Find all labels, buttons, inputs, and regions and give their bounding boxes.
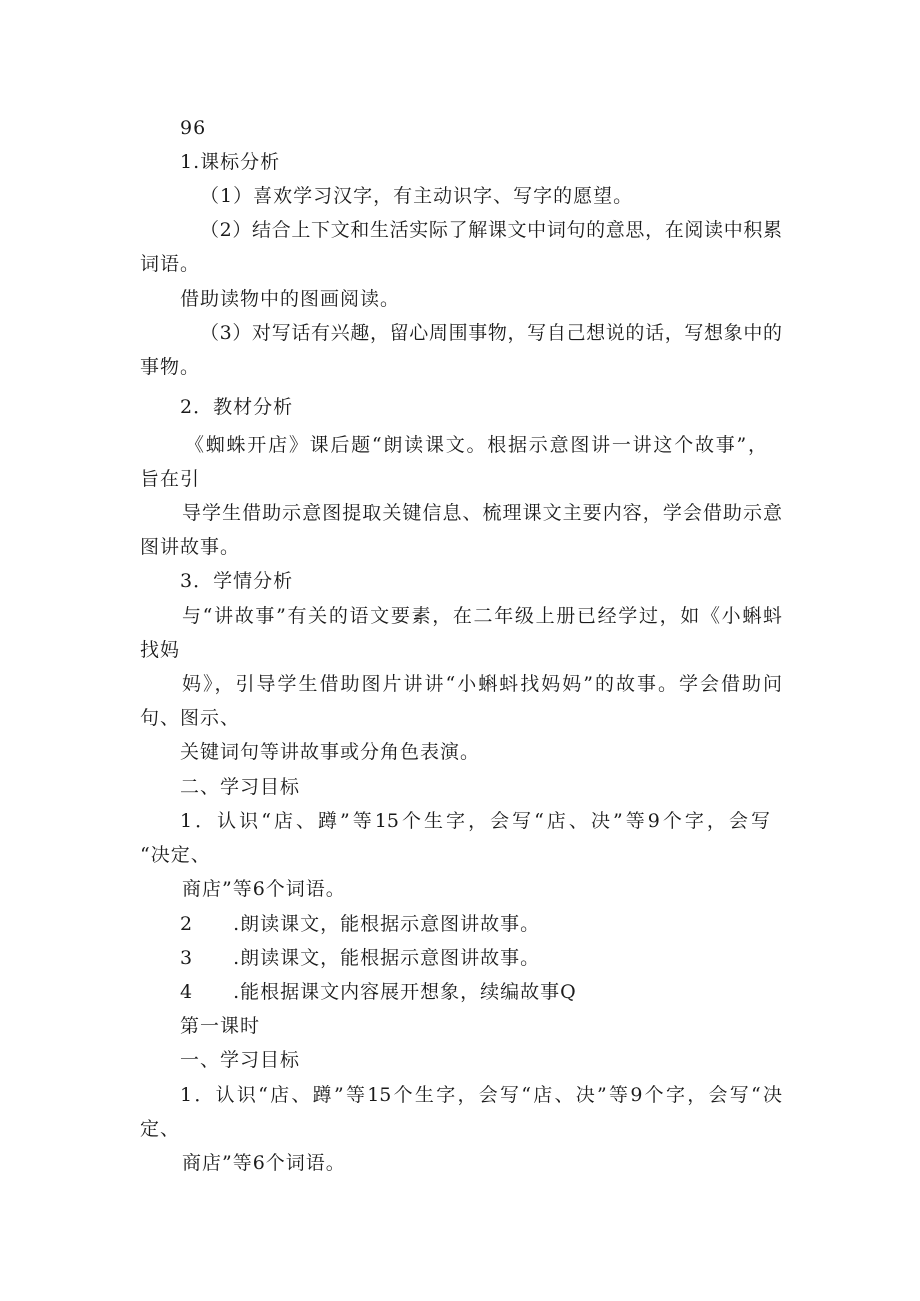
list-item: 2 .朗读课文，能根据示意图讲故事。 [180,913,541,935]
text-line: 商店”等6个词语。 [182,878,346,900]
text-line: （1）喜欢学习汉字，有主动识字、写字的愿望。 [200,185,634,207]
text-line: 《蜘蛛开店》课后题“朗读课文。根据示意图讲一讲这个故事”， [185,434,767,456]
text-line: （3）对写话有兴趣，留心周围事物，写自己想说的话，写想象中的 [200,322,782,344]
text-line: 句、图示、 [140,707,241,729]
text-line: “决定、 [140,844,211,866]
text-line: 导学生借助示意图提取关键信息、梳理课文主要内容，学会借助示意 [182,502,782,524]
text-line: 旨在引 [140,468,201,490]
text-line: 图讲故事。 [140,536,241,558]
text-line: （2）结合上下文和生活实际了解课文中词句的意思，在阅读中积累 [200,219,782,241]
text-line: 事物。 [140,356,201,378]
text-line: 词语。 [140,253,201,275]
page-number: 96 [180,117,207,139]
text-line: 与“讲故事”有关的语文要素，在二年级上册已经学过，如《小蝌蚪 [182,605,782,627]
text-line: 关键词句等讲故事或分角色表演。 [180,741,481,763]
heading-first-lesson: 第一课时 [180,1015,261,1037]
text-line: 妈》，引导学生借助图片讲讲“小蝌蚪找妈妈”的故事。学会借助问 [182,673,782,695]
text-line: 1．认识“店、蹲”等15个生字，会写“店、决”等9个字，会写 [180,810,770,832]
heading-curriculum-analysis: 1.课标分析 [180,151,281,173]
heading-textbook-analysis: 2．教材分析 [180,396,294,418]
text-line: 定、 [140,1118,181,1140]
heading-learning-goals: 二、学习目标 [180,776,301,798]
heading-learning-goals-2: 一、学习目标 [180,1049,301,1071]
heading-learner-analysis: 3．学情分析 [180,570,294,592]
text-line: 找妈 [140,639,181,661]
text-line: 商店”等6个词语。 [182,1152,346,1174]
text-line: 借助读物中的图画阅读。 [180,288,401,310]
list-item: 4 .能根据课文内容展开想象，续编故事Q [180,981,577,1003]
list-item: 3 .朗读课文，能根据示意图讲故事。 [180,947,541,969]
text-line: 1．认识“店、蹲”等15个生字，会写“店、决”等9个字，会写“决 [180,1084,782,1106]
